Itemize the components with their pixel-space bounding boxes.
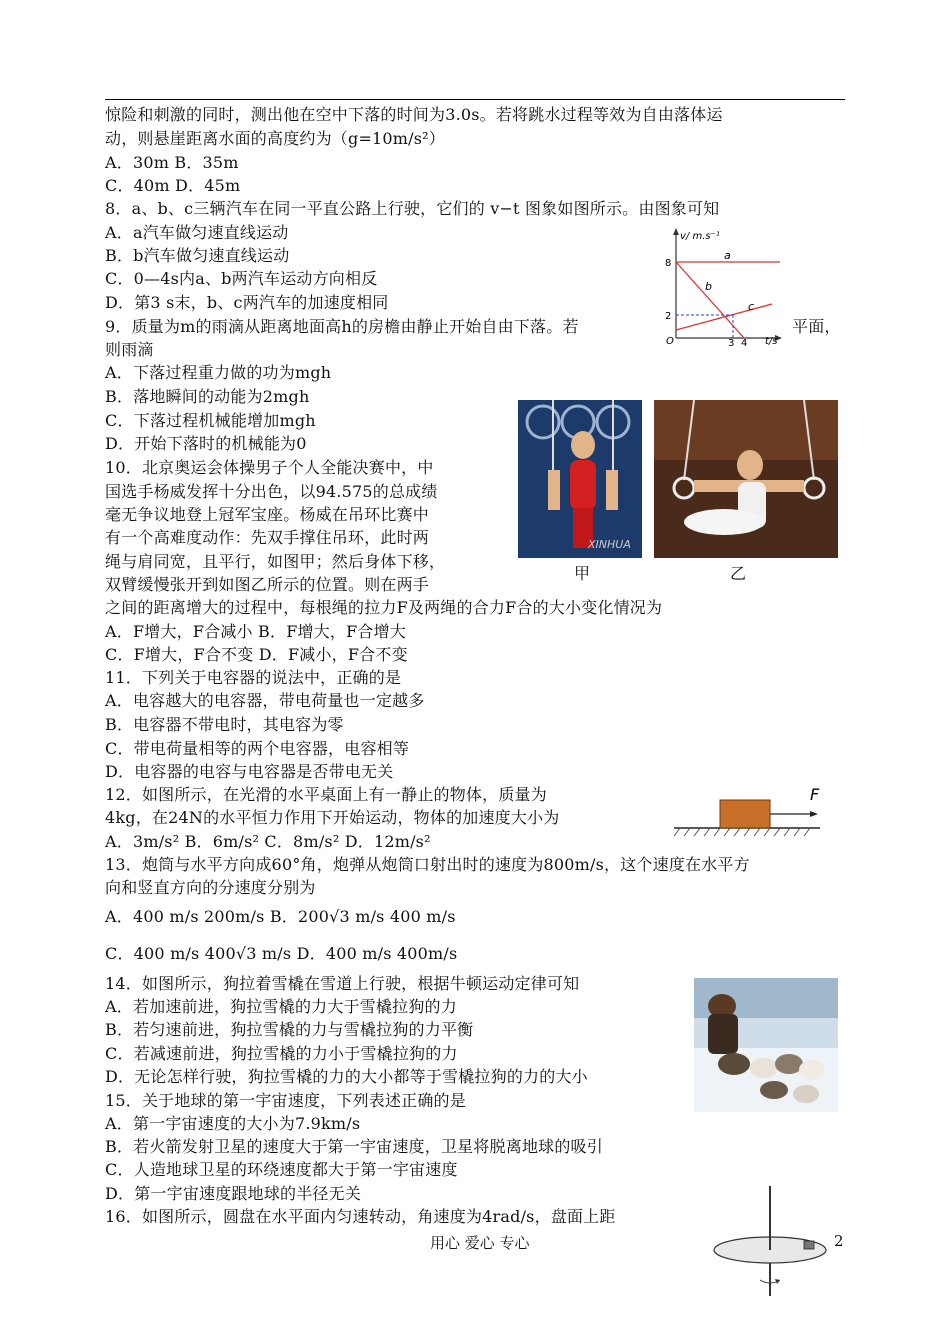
text-line: D．第一宇宙速度跟地球的半径无关 <box>105 1184 362 1203</box>
sled-dog-photo <box>694 978 838 1112</box>
block-force-diagram <box>672 782 822 840</box>
page-number: 2 <box>834 1232 844 1250</box>
text-line: 10．北京奥运会体操男子个人全能决赛中，中 <box>105 458 434 477</box>
text-line: B．电容器不带电时，其电容为零 <box>105 715 344 734</box>
gymnast-photo-yi <box>654 400 838 558</box>
text-line: B．若火箭发射卫星的速度大于第一宇宙速度，卫星将脱离地球的吸引 <box>105 1137 603 1156</box>
tick-3: 3 <box>728 338 735 348</box>
text-line: 惊险和刺激的同时，测出他在空中下落的时间为3.0s。若将跳水过程等效为自由落体运 <box>105 105 723 124</box>
text-line: 之间的距离增大的过程中，每根绳的拉力F及两绳的合力F合的大小变化情况为 <box>105 598 663 617</box>
y-axis-arrow <box>673 228 679 235</box>
line-c <box>676 304 772 330</box>
text-line: C．F增大，F合不变 D．F减小，F合不变 <box>105 645 408 664</box>
text-line: A．a汽车做匀速直线运动 <box>105 223 289 242</box>
text-line: 动，则悬崖距离水面的高度约为（g=10m/s²） <box>105 129 445 148</box>
text-line: C．40m D．45m <box>105 176 241 195</box>
text-line: 9．质量为m的雨滴从距离地面高h的房檐由静止开始自由下落。若 <box>105 317 579 336</box>
text-line: 毫无争议地登上冠军宝座。杨威在吊环比赛中 <box>105 505 430 524</box>
tick-2: 2 <box>665 311 672 322</box>
text-line: B．落地瞬间的动能为2mgh <box>105 387 310 406</box>
text-line: 则雨滴 <box>105 340 154 359</box>
rotating-disk-diagram <box>712 1186 832 1298</box>
text-line: 12．如图所示，在光滑的水平桌面上有一静止的物体，质量为 <box>105 785 547 804</box>
text-line: A．3m/s² B．6m/s² C．8m/s² D．12m/s² <box>105 832 431 851</box>
text-line: C．带电荷量相等的两个电容器，电容相等 <box>105 739 410 758</box>
text-line: 8．a、b、c三辆汽车在同一平直公路上行驶，它们的 v−t 图象如图所示。由图象可知 <box>105 199 720 218</box>
text-line: A．第一宇宙速度的大小为7.9km/s <box>105 1114 361 1133</box>
label-b: b <box>705 280 712 293</box>
tick-4: 4 <box>741 338 748 348</box>
svg-text:XINHUA: XINHUA <box>588 538 631 551</box>
text-line: 双臂缓慢张开到如图乙所示的位置。则在两手 <box>105 575 430 594</box>
text-line: A．F增大，F合减小 B．F增大，F合增大 <box>105 622 407 641</box>
text-line: D．电容器的电容与电容器是否带电无关 <box>105 762 394 781</box>
origin-label: O <box>666 336 674 347</box>
caption-yi: 乙 <box>730 564 747 583</box>
force-label: F <box>810 785 820 804</box>
text-line: C．人造地球卫星的环绕速度都大于第一宇宙速度 <box>105 1160 458 1179</box>
caption-jia: 甲 <box>574 564 591 583</box>
text-line: A．电容越大的电容器，带电荷量也一定越多 <box>105 691 425 710</box>
text-line: 向和竖直方向的分速度分别为 <box>105 878 316 897</box>
gymnast-photo-jia <box>518 400 642 558</box>
text-line: B．若匀速前进，狗拉雪橇的力与雪橇拉狗的力平衡 <box>105 1020 474 1039</box>
text-line: A．若加速前进，狗拉雪橇的力大于雪橇拉狗的力 <box>105 997 457 1016</box>
text-line: D．第3 s末，b、c两汽车的加速度相同 <box>105 293 389 312</box>
text-line: A．下落过程重力做的功为mgh <box>105 363 332 382</box>
tick-8: 8 <box>665 258 672 269</box>
text-line: D．开始下落时的机械能为0 <box>105 434 307 453</box>
text-line: C．400 m/s 400√3 m/s D．400 m/s 400m/s <box>105 944 458 963</box>
text-line: 16．如图所示，圆盘在水平面内匀速转动，角速度为4rad/s，盘面上距 <box>105 1207 616 1226</box>
text-line: 11．下列关于电容器的说法中，正确的是 <box>105 668 402 687</box>
text-line: C．若减速前进，狗拉雪橇的力小于雪橇拉狗的力 <box>105 1044 458 1063</box>
text-line: C．0—4s内a、b两汽车运动方向相反 <box>105 269 378 288</box>
vt-graph <box>662 224 788 348</box>
text-line: B．b汽车做匀速直线运动 <box>105 246 290 265</box>
vt-ylabel: v/ m.s⁻¹ <box>680 231 720 242</box>
text-line: D．无论怎样行驶，狗拉雪橇的力的大小都等于雪橇拉狗的力的大小 <box>105 1067 588 1086</box>
text-line: 有一个高难度动作：先双手撑住吊环，此时两 <box>105 528 430 547</box>
header-rule <box>105 99 845 100</box>
text-line: 13．炮筒与水平方向成60°角，炮弹从炮筒口射出时的速度为800m/s，这个速度在水平方 <box>105 855 750 874</box>
text-line: A．400 m/s 200m/s B．200√3 m/s 400 m/s <box>105 907 456 926</box>
footer-motto: 用心 爱心 专心 <box>430 1234 530 1252</box>
label-a: a <box>724 249 731 262</box>
text-line: 14．如图所示，狗拉着雪橇在雪道上行驶，根据牛顿运动定律可知 <box>105 974 580 993</box>
text-line: 国选手杨威发挥十分出色，以94.575的总成绩 <box>105 482 438 501</box>
text-line: 4kg，在24N的水平恒力作用下开始运动，物体的加速度大小为 <box>105 808 560 827</box>
text-line: A．30m B．35m <box>105 153 239 172</box>
text-line: C．下落过程机械能增加mgh <box>105 411 316 430</box>
q9-tail-text: 平面， <box>792 317 841 336</box>
text-line: 绳与肩同宽，且平行，如图甲；然后身体下移， <box>105 552 446 571</box>
label-c: c <box>748 300 755 313</box>
text-line: 15．关于地球的第一宇宙速度，下列表述正确的是 <box>105 1091 466 1110</box>
vt-xlabel: t/s <box>765 336 778 347</box>
